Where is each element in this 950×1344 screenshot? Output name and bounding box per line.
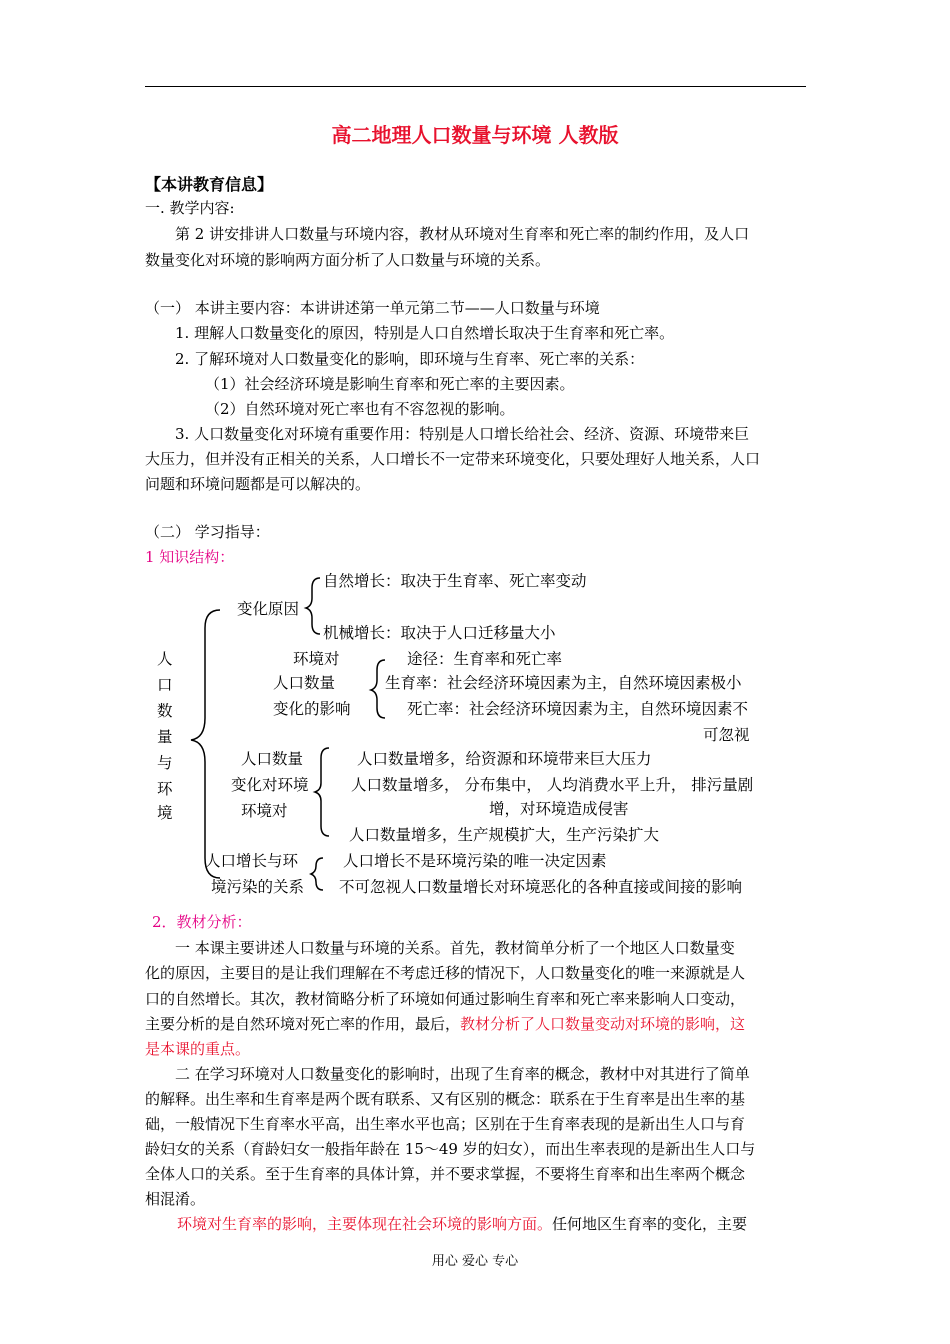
diagram-root-label: 人 [157, 650, 173, 668]
diagram-root-label: 数 [157, 702, 173, 720]
diagram-leaf: 增，对环境造成侵害 [489, 800, 629, 818]
diagram-root-label: 环 [157, 780, 173, 798]
diagram-leaf: 人口数量增多，生产规模扩大，生产污染扩大 [349, 826, 660, 844]
text: 任何地区生育率的变化，主要 [552, 1215, 748, 1233]
diagram-leaf: 生育率：社会经济环境因素为主，自然环境因素极小 [385, 674, 742, 692]
knowledge-heading: 1 知识结构： [145, 548, 235, 566]
list-item: 问题和环境问题都是可以解决的。 [145, 475, 371, 493]
subsection-heading: （二） 学习指导： [145, 523, 270, 541]
diagram-node: 变化的影响 [273, 700, 351, 718]
brace-impact [315, 748, 329, 836]
paragraph: 一 本课主要讲述人口数量与环境的关系。首先，教材简单分析了一个地区人口数量变 [175, 939, 735, 957]
diagram-root-label: 境 [157, 804, 173, 822]
text: 主要分析的是自然环境对死亡率的作用，最后， [145, 1015, 461, 1033]
list-item: 3. 人口数量变化对环境有重要作用：特别是人口增长给社会、经济、资源、环境带来巨 [175, 425, 750, 443]
paragraph: 的解释。出生率和生育率是两个既有联系、又有区别的概念：联系在于生育率是出生率的基 [145, 1090, 746, 1108]
highlight-text: 教材分析了人口数量变动对环境的影响，这 [460, 1015, 746, 1033]
paragraph: 相混淆。 [145, 1190, 206, 1208]
list-item: 2. 了解环境对人口数量变化的影响，即环境与生育率、死亡率的关系： [175, 350, 645, 368]
highlight-text: 环境对生育率的影响，主要体现在社会环境的影响方面。 [177, 1215, 553, 1233]
page-title: 高二地理人口数量与环境 人教版 [331, 123, 619, 147]
diagram-leaf: 自然增长：取决于生育率、死亡率变动 [323, 572, 587, 590]
analysis-heading: 2．教材分析： [152, 913, 252, 931]
brace-env [371, 660, 385, 718]
knowledge-structure-diagram [145, 568, 805, 908]
diagram-root-label: 口 [157, 676, 173, 694]
diagram-node: 环境对 [241, 802, 288, 820]
list-item: 大压力，但并没有正相关的关系，人口增长不一定带来环境变化，只要处理好人地关系，人口 [145, 450, 761, 468]
diagram-node: 变化原因 [237, 600, 300, 618]
diagram-root-label: 量 [157, 728, 173, 746]
diagram-leaf: 死亡率：社会经济环境因素为主，自然环境因素不 [407, 700, 749, 718]
diagram-root-label: 与 [157, 754, 173, 772]
root-brace [191, 610, 220, 878]
diagram-leaf: 机械增长：取决于人口迁移量大小 [323, 624, 556, 642]
highlight-text: 是本课的重点。 [145, 1040, 251, 1058]
brace-pollution [311, 858, 323, 890]
paragraph: 础，一般情况下生育率水平高，出生率水平也高；区别在于生育率表现的是新出生人口与育 [145, 1115, 746, 1133]
paragraph: 化的原因，主要目的是让我们理解在不考虑迁移的情况下，人口数量变化的唯一来源就是人 [145, 964, 746, 982]
diagram-leaf: 人口增长不是环境污染的唯一决定因素 [343, 852, 607, 870]
subsection-heading: （一） 本讲主要内容：本讲讲述第一单元第二节——人口数量与环境 [145, 299, 600, 317]
diagram-leaf: 人口数量增多，给资源和环境带来巨大压力 [357, 750, 652, 768]
paragraph: 全体人口的关系。至于生育率的具体计算，并不要求掌握，不要将生育率和出生率两个概念 [145, 1165, 746, 1183]
paragraph [177, 1214, 747, 1234]
diagram-leaf: 可忽视 [703, 726, 750, 744]
diagram-node: 人口增长与环 [205, 852, 299, 870]
header-rule [145, 86, 806, 87]
list-item: （2）自然环境对死亡率也有不容忽视的影响。 [205, 400, 515, 418]
paragraph: 口的自然增长。其次，教材简略分析了环境如何通过影响生育率和死亡率来影响人口变动， [145, 990, 746, 1008]
paragraph: 第 2 讲安排讲人口数量与环境内容，教材从环境对生育率和死亡率的制约作用，及人口 [175, 225, 750, 243]
section-heading: 【本讲教育信息】 [145, 175, 274, 194]
list-item: 1. 理解人口数量变化的原因，特别是人口自然增长取决于生育率和死亡率。 [175, 324, 675, 342]
list-item: （1）社会经济环境是影响生育率和死亡率的主要因素。 [205, 375, 575, 393]
paragraph: 龄妇女的关系（育龄妇女一般指年龄在 15～49 岁的妇女），而出生率表现的是新出生人口与 [145, 1140, 756, 1158]
diagram-node: 变化对环境 [231, 776, 309, 794]
paragraph: 一. 教学内容: [145, 199, 235, 217]
page-footer: 用心 爱心 专心 [431, 1254, 519, 1269]
diagram-node: 环境对 [293, 650, 340, 668]
diagram-leaf: 途径：生育率和死亡率 [407, 650, 563, 668]
paragraph: 二 在学习环境对人口数量变化的影响时，出现了生育率的概念，教材中对其进行了简单 [175, 1065, 750, 1083]
diagram-node: 人口数量 [273, 674, 336, 692]
diagram-node: 人口数量 [241, 750, 304, 768]
paragraph [145, 1014, 745, 1034]
paragraph: 数量变化对环境的影响两方面分析了人口数量与环境的关系。 [145, 251, 551, 269]
diagram-leaf: 人口数量增多， 分布集中， 人均消费水平上升， 排污量剧 [351, 776, 754, 794]
brace-causes [306, 578, 320, 634]
diagram-node: 境污染的关系 [211, 878, 305, 896]
diagram-leaf: 不可忽视人口数量增长对环境恶化的各种直接或间接的影响 [339, 878, 743, 896]
